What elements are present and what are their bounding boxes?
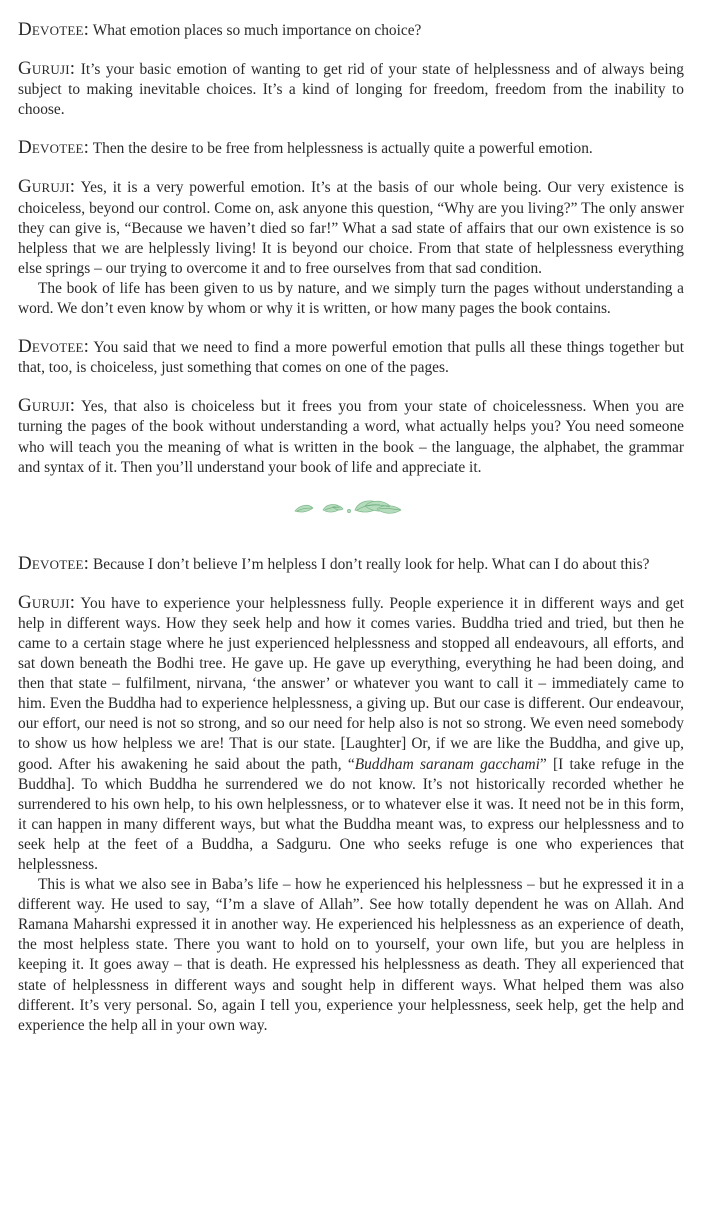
speaker-label: Devotee:: [18, 336, 90, 358]
devotee-turn: [18, 337, 684, 378]
turn-paragraph: [18, 138, 684, 159]
dialogue-part-2: [18, 554, 684, 1036]
guruji-turn: [18, 59, 684, 120]
guruji-paragraph: This is what we also see in Baba’s life – how he experienced his helplessness – but he expressed it in a different way. He used to say, “I’m a slave of Allah”. See how totally dependent he was on Allah. And Ramana Maharshi expressed it in another way. He experienced his helplessness as an experience of death, the most helpless state. There you want to hold on to yourself, your own life, but you are helpless in keeping it. It goes away – that is death. He expressed his helplessness as death. They all experienced that state of helplessness in different ways and sought help in different ways. What helped them was also different. It’s very personal. So, again I tell you, experience your helplessness, seek help, get the help and experience the help all in your own way.: [18, 876, 684, 1034]
turn-paragraph: [18, 396, 684, 477]
turn-text: What emotion places so much importance on choice?: [92, 22, 422, 39]
turn-paragraph: [18, 337, 684, 378]
pali-quote: Buddham saranam gacchami: [354, 755, 540, 773]
turn-text: Yes, it is a very powerful emotion. It’s at the basis of our whole being. Our very existence is choiceless, beyond our control. Come on, ask anyone this question, “Why are you living?” The only answer they can give is, “Because we haven’t died so far!” What a sad state of affairs that our own existence is so helpless that we are helplessly living! It is beyond our choice. From that state of helplessness everything else springs – our trying to overcome it and to free ourselves from that sad condition.: [18, 179, 684, 277]
speaker-label: Devotee:: [18, 552, 90, 574]
guruji-turn: [18, 177, 684, 319]
speaker-label: Guruji:: [18, 176, 76, 198]
guruji-text: You have to experience your helplessness fully. People experience it in different ways and get help in different ways. How they seek help and how it comes varies. Buddha tried and tried, but then he came to a certain stage where he just experienced helplessness and stopped all endeavours, all efforts, and sat down beneath the Bodhi tree. He gave up. He gave up everything, everything he had been doing, and then that state – fulfilment, nirvana, ‘the answer’ or whatever you want to call it – immediately came to him. Even the Buddha had to experience helplessness, a giving up. But our case is different. Our endeavour, our effort, our need is not so strong, and so our need for help also is not so strong. We even need somebody to show us how helpless we are! That is our state. [Laughter] Or, if we are like the Buddha, and give up, good. After his awakening he said about the path, “: [18, 594, 685, 773]
turn-text: Then the desire to be free from helplessness is actually quite a powerful emotion.: [92, 140, 593, 158]
speaker-label: Guruji:: [18, 395, 76, 417]
turn-text: It’s your basic emotion of wanting to get rid of your state of helplessness and of always being subject to making inevitable choices. It’s a kind of longing for freedom, freedom from the inability to choose.: [18, 61, 684, 119]
turn-paragraph: [18, 177, 684, 278]
speaker-label: Devotee:: [18, 19, 90, 40]
turn-paragraph: [18, 59, 684, 120]
guruji-turn: [18, 396, 684, 477]
dialogue-part-1: [18, 20, 684, 478]
guruji-turn: [18, 593, 684, 1036]
turn-paragraph: The book of life has been given to us by nature, and we simply turn the pages without understanding a word. We don’t even know by whom or why it is written, or how many pages the book contains.: [18, 279, 684, 318]
guruji-text-continued: ” [I take refuge in the Buddha]. To which Buddha he surrendered we do not know. It’s not historically recorded whether he surrendered to his own help, to his own helplessness, or to whatever else it was. It need not be in this form, it can happen in many different ways, but what the Buddha meant was, to express our helplessness and to seek help at the feet of a Buddha, a Sadguru. One who seeks refuge is one who experiences that helplessness.: [18, 755, 685, 873]
devotee-turn: [18, 554, 684, 575]
devotee-turn: [18, 138, 684, 159]
speaker-label: Devotee:: [18, 137, 90, 159]
turn-paragraph: [18, 20, 684, 41]
speaker-label: Guruji:: [18, 58, 76, 80]
document-page: [18, 20, 684, 1054]
devotee-text: Because I don’t believe I’m helpless I don’t really look for help. What can I do about this?: [93, 555, 650, 573]
speaker-label: Guruji:: [18, 591, 76, 613]
turn-text: You said that we need to find a more powerful emotion that pulls all these things together but that, too, is choiceless, just something that comes on one of the pages.: [18, 339, 684, 377]
turn-text: Yes, that also is choiceless but it frees you from your state of choicelessness. When you are turning the pages of the book without understanding a word, what actually helps you? You need someone who will teach you the meaning of what is written in the book – the language, the alphabet, the grammar and syntax of it. Then you’ll understand your book of life and appreciate it.: [18, 398, 684, 476]
devotee-turn: [18, 20, 684, 41]
leaf-ornament-icon: [291, 496, 411, 518]
